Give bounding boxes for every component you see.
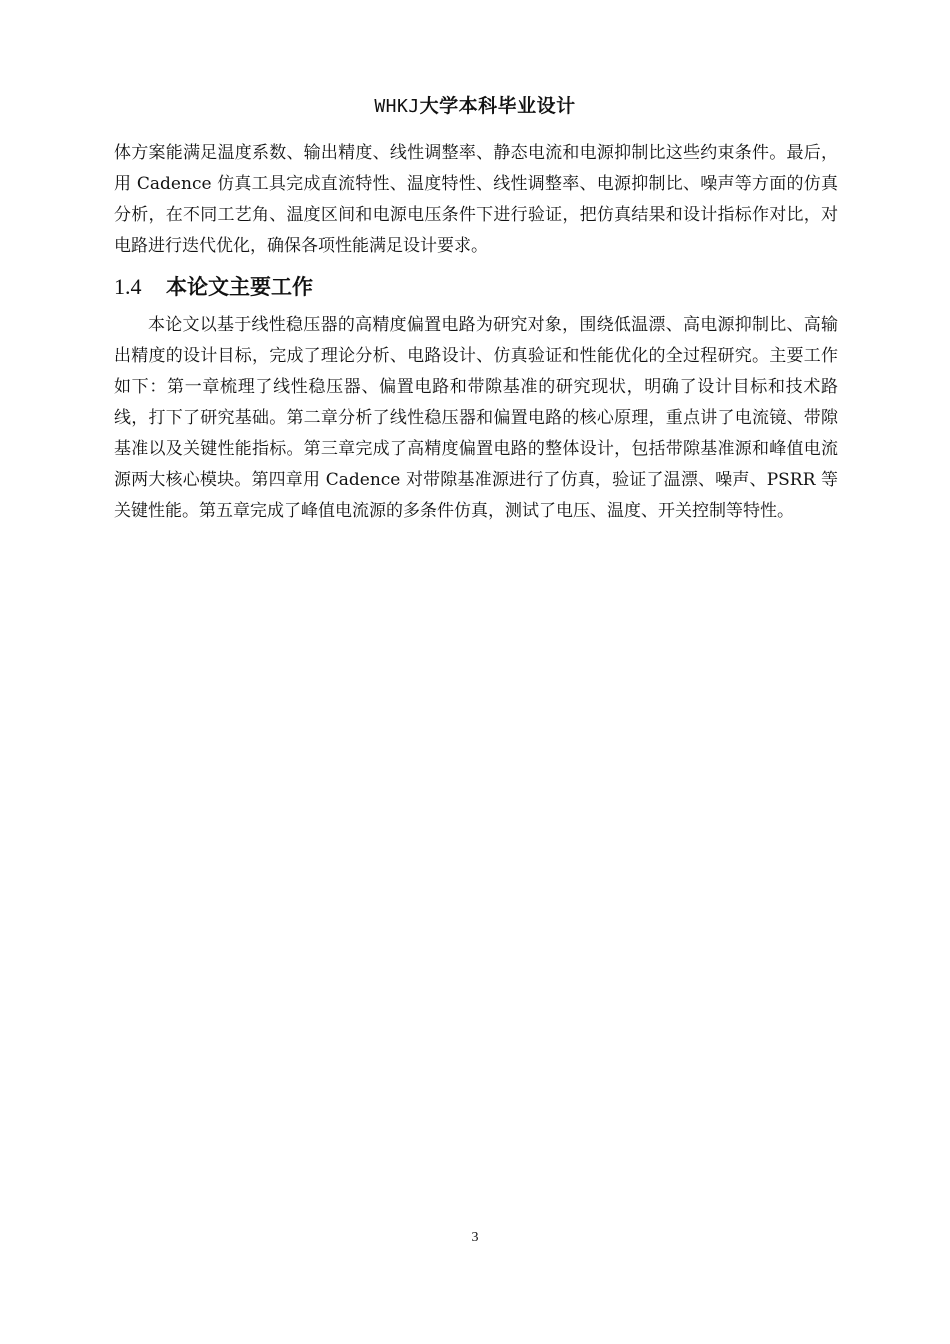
header-document-type: 大学本科毕业设计: [419, 95, 576, 117]
continued-paragraph: 体方案能满足温度系数、输出精度、线性调整率、静态电流和电源抑制比这些约束条件。最后，用 Cadence 仿真工具完成直流特性、温度特性、线性调整率、电源抑制比、噪声等方面的仿真分析，在不同工艺角、温度区间和电源电压条件下进行验证，把仿真结果和设计指标作对比，对电路进行迭代优化，确保各项性能满足设计要求。: [114, 143, 838, 256]
page-number: 3: [471, 1230, 479, 1245]
header-institution-code: WHKJ: [374, 96, 420, 117]
running-header: [0, 92, 950, 121]
section-paragraph: 本论文以基于线性稳压器的高精度偏置电路为研究对象，围绕低温漂、高电源抑制比、高输出精度的设计目标，完成了理论分析、电路设计、仿真验证和性能优化的全过程研究。主要工作如下：第一章梳理了线性稳压器、偏置电路和带隙基准的研究现状，明确了设计目标和技术路线，打下了研究基础。第二章分析了线性稳压器和偏置电路的核心原理，重点讲了电流镜、带隙基准以及关键性能指标。第三章完成了高精度偏置电路的整体设计，包括带隙基准源和峰值电流源两大核心模块。第四章用 Cadence 对带隙基准源进行了仿真，验证了温漂、噪声、PSRR 等关键性能。第五章完成了峰值电流源的多条件仿真，测试了电压、温度、开关控制等特性。: [114, 315, 838, 521]
page-body: [114, 138, 838, 527]
section-number: 1.4: [114, 274, 142, 299]
section-heading: [114, 270, 838, 304]
section-title: 本论文主要工作: [166, 275, 313, 299]
